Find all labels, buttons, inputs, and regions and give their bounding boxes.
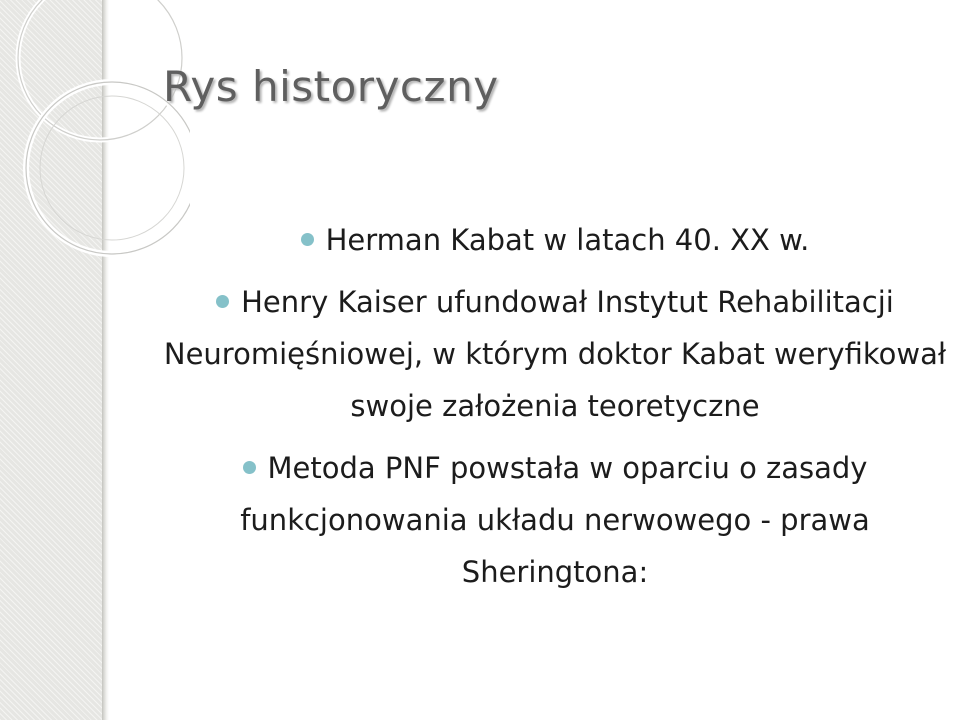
bullet-text: Metoda PNF powstała w oparciu o zasady funkcjonowania układu nerwowego - prawa Sheringtona: [240, 451, 870, 589]
bullet-item [160, 276, 950, 432]
bullet-item [160, 214, 950, 266]
bullet-text: Herman Kabat w latach 40. XX w. [325, 223, 810, 257]
slide-title: Rys historyczny [163, 62, 499, 111]
bullet-dot-icon [243, 461, 256, 474]
bullet-text: Henry Kaiser ufundował Instytut Rehabilitacji Neuromięśniowej, w którym doktor Kabat weryfikował swoje założenia teoretyczne [163, 285, 947, 423]
bullet-dot-icon [216, 295, 229, 308]
bullet-dot-icon [301, 233, 314, 246]
bullet-list [160, 214, 950, 608]
bullet-item [160, 442, 950, 598]
